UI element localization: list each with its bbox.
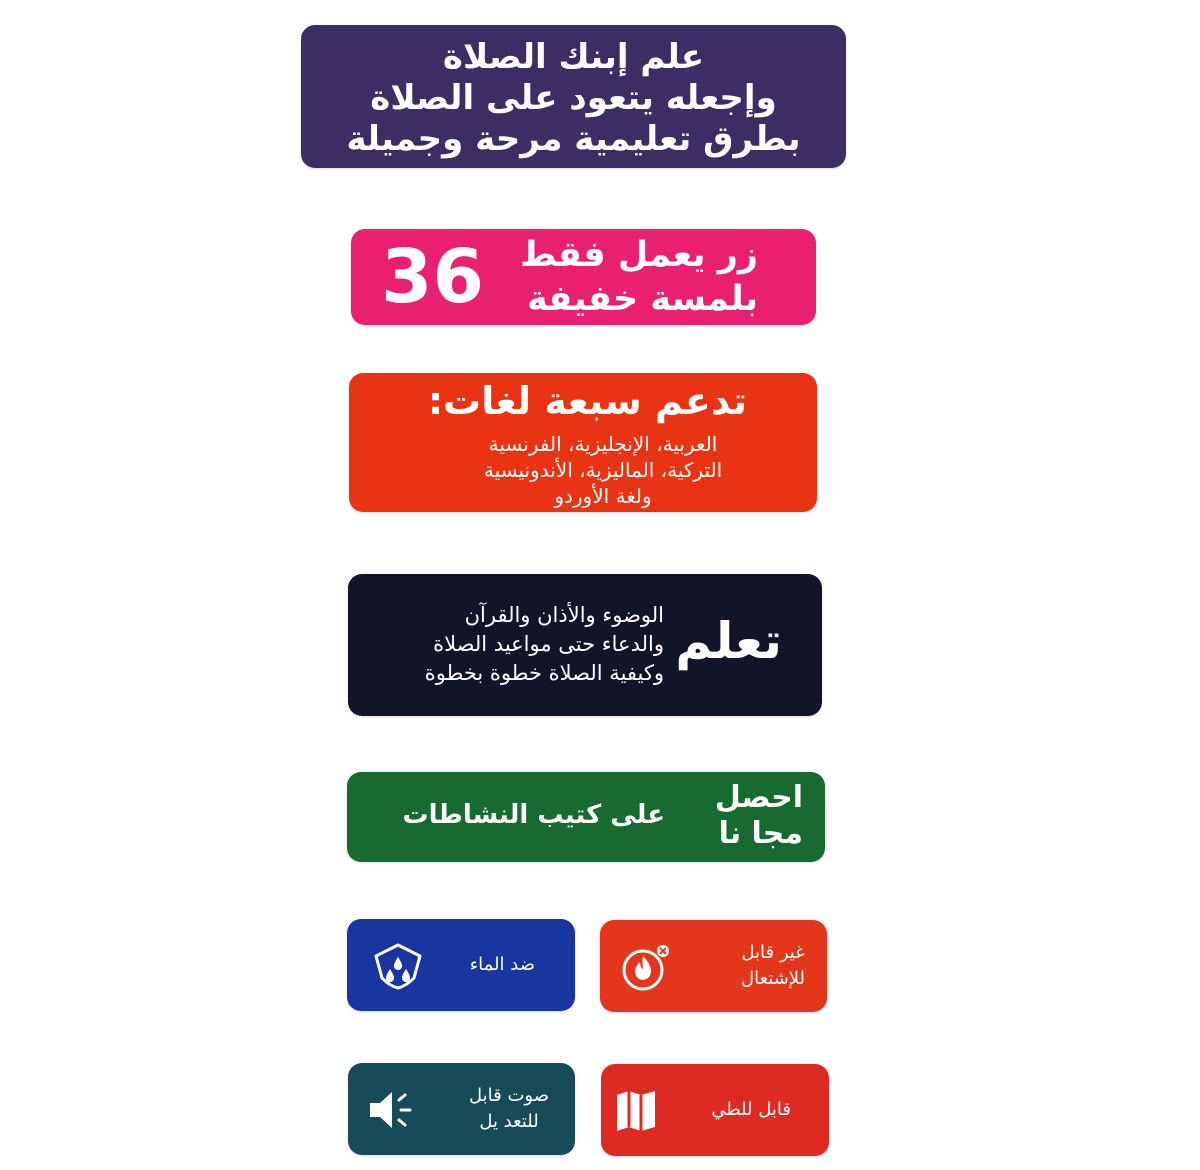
booklet-heading [715, 780, 803, 852]
text-line: مجا نا [718, 816, 803, 851]
buttons-number: 36 [381, 234, 484, 320]
no-fire-icon [620, 941, 672, 993]
text-line: زر يعمل فقط [520, 235, 758, 275]
card-activity-booklet [347, 772, 825, 862]
feature-volume-label [469, 1063, 549, 1155]
card-learn [348, 574, 822, 716]
text-line: والدعاء حتى مواعيد الصلاة [433, 632, 664, 656]
text-line: علم إبنك الصلاة [442, 37, 705, 77]
feature-waterproof-label [470, 919, 535, 1011]
text-line: الوضوء والأذان والقرآن [464, 603, 664, 627]
text-line: بلمسة خفيفة [526, 279, 758, 319]
text-line: للإشتعال [741, 968, 805, 989]
text-line: وكيفية الصلاة خطوة بخطوة [424, 661, 664, 685]
feature-volume [348, 1063, 575, 1155]
text-line: للتعد يل [479, 1111, 539, 1132]
feature-foldable [601, 1064, 829, 1156]
card-teach-prayer-text [301, 37, 846, 160]
feature-nonflammable-label [741, 920, 805, 1012]
speaker-icon [366, 1084, 418, 1136]
text-line: صوت قابل [469, 1085, 549, 1106]
booklet-text: على كتيب النشاطات [402, 800, 665, 830]
learn-heading: تعلم [675, 612, 782, 670]
text-line: بطرق تعليمية مرحة وجميلة [346, 119, 801, 159]
languages-list [349, 431, 817, 509]
feature-waterproof [347, 919, 575, 1011]
text-line: وإجعله يتعود على الصلاة [370, 78, 777, 118]
text-line: العربية، الإنجليزية، الفرنسية [488, 432, 718, 456]
folded-map-icon [611, 1085, 663, 1137]
card-buttons-count [351, 229, 816, 325]
buttons-text [520, 233, 758, 321]
text-line: احصل [714, 780, 803, 815]
text-line: ولغة الأوردو [554, 484, 652, 508]
text-line: غير قابل [741, 942, 805, 963]
text-line: ضد الماء [469, 954, 535, 975]
card-languages [349, 373, 817, 512]
feature-nonflammable [600, 920, 827, 1012]
learn-list [425, 601, 664, 688]
languages-heading: تدعم سبعة لغات: [427, 379, 747, 423]
water-shield-icon [372, 940, 424, 992]
text-line: التركية، الماليزية، الأندونيسية [483, 458, 723, 482]
text-line: قابل للطي [711, 1099, 791, 1120]
card-teach-prayer [301, 25, 846, 168]
feature-foldable-label [711, 1064, 791, 1156]
